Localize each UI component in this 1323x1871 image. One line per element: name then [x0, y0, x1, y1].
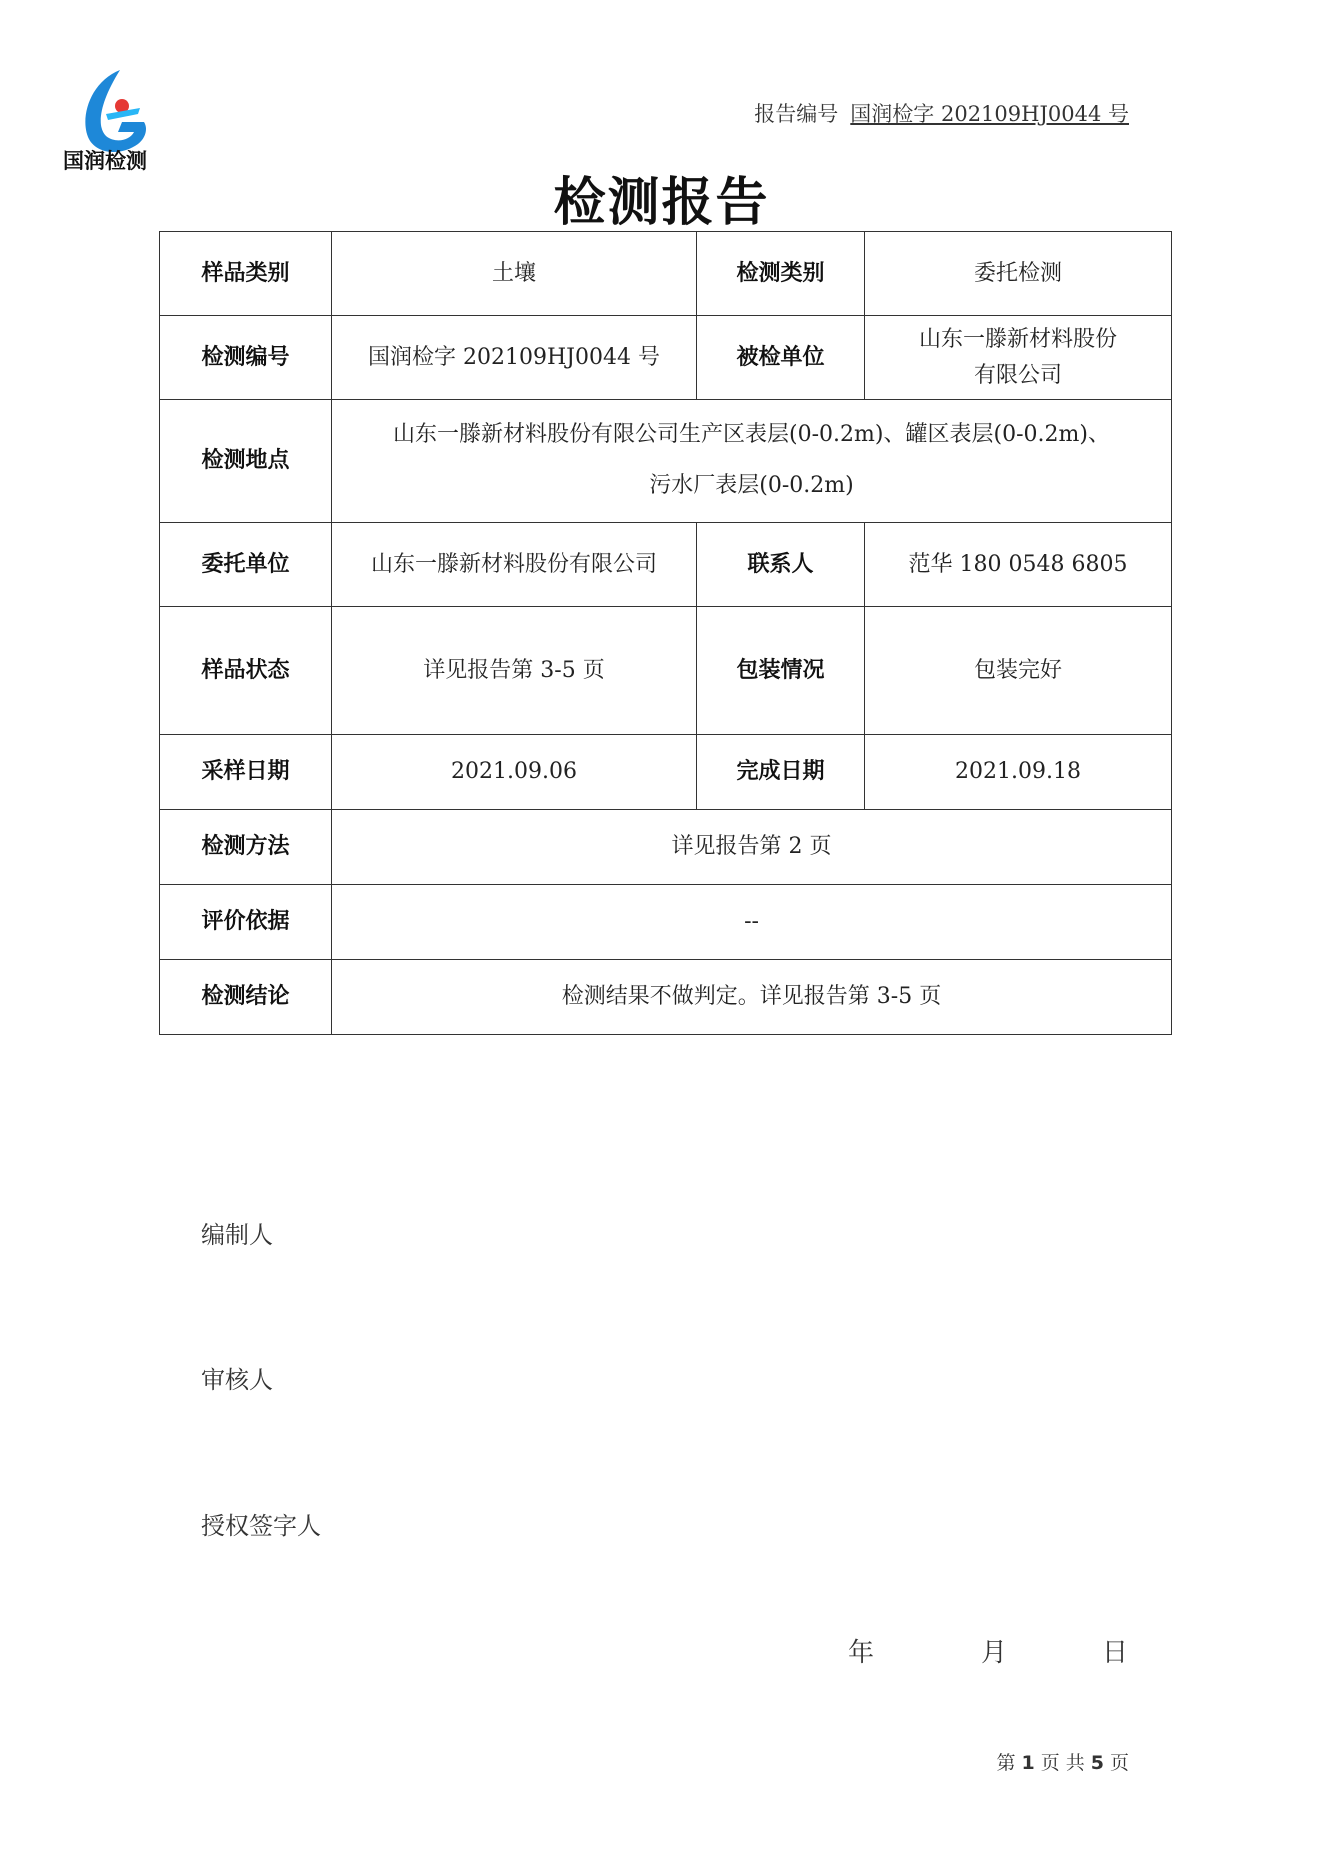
signature-approver: 授权签字人 — [201, 1512, 321, 1540]
label-evaluation-basis: 评价依据 — [160, 885, 332, 960]
page-mid: 页 共 — [1040, 1752, 1085, 1774]
label-test-type: 检测类别 — [697, 232, 865, 316]
label-inspected-unit: 被检单位 — [697, 316, 865, 400]
label-sample-type: 样品类别 — [160, 232, 332, 316]
report-number — [754, 98, 1129, 128]
label-test-location: 检测地点 — [160, 400, 332, 523]
date-day: 日 — [1102, 1638, 1129, 1668]
label-sampling-date: 采样日期 — [160, 735, 332, 810]
table-row — [160, 400, 1172, 523]
label-packaging: 包装情况 — [697, 607, 865, 735]
value-sampling-date: 2021.09.06 — [332, 735, 697, 810]
page-current: 1 — [1021, 1752, 1035, 1774]
value-inspected-unit — [865, 316, 1172, 400]
label-test-conclusion: 检测结论 — [160, 960, 332, 1035]
value-test-conclusion: 检测结果不做判定。详见报告第 3-5 页 — [332, 960, 1172, 1035]
table-row — [160, 316, 1172, 400]
value-test-number: 国润检字 202109HJ0044 号 — [332, 316, 697, 400]
table-row — [160, 607, 1172, 735]
value-contact: 范华 180 0548 6805 — [865, 523, 1172, 607]
value-test-method: 详见报告第 2 页 — [332, 810, 1172, 885]
inspected-unit-line2: 有限公司 — [973, 362, 1062, 388]
signature-editor: 编制人 — [201, 1221, 273, 1249]
report-info-table — [159, 231, 1172, 1035]
value-packaging: 包装完好 — [865, 607, 1172, 735]
table-row — [160, 735, 1172, 810]
value-client: 山东一滕新材料股份有限公司 — [332, 523, 697, 607]
value-evaluation-basis: -- — [332, 885, 1172, 960]
inspected-unit-line1: 山东一滕新材料股份 — [918, 327, 1117, 353]
label-test-method: 检测方法 — [160, 810, 332, 885]
value-sample-type: 土壤 — [332, 232, 697, 316]
table-row — [160, 885, 1172, 960]
table-row — [160, 960, 1172, 1035]
table-row — [160, 523, 1172, 607]
value-test-location — [332, 400, 1172, 523]
page-suffix: 页 — [1109, 1752, 1129, 1774]
report-number-value: 国润检字 202109HJ0044 号 — [850, 102, 1129, 126]
value-completion-date: 2021.09.18 — [865, 735, 1172, 810]
label-test-number: 检测编号 — [160, 316, 332, 400]
label-client: 委托单位 — [160, 523, 332, 607]
value-sample-status: 详见报告第 3-5 页 — [332, 607, 697, 735]
page-number — [996, 1748, 1129, 1775]
test-location-line1: 山东一滕新材料股份有限公司生产区表层(0-0.2m)、罐区表层(0-0.2m)、 — [393, 422, 1110, 448]
label-contact: 联系人 — [697, 523, 865, 607]
page-total: 5 — [1090, 1752, 1104, 1774]
test-location-line2: 污水厂表层(0-0.2m) — [649, 473, 854, 498]
date-year: 年 — [848, 1638, 875, 1668]
table-row — [160, 232, 1172, 316]
logo-text: 国润检测 — [63, 149, 147, 173]
signature-reviewer: 审核人 — [201, 1366, 273, 1394]
page-prefix: 第 — [996, 1752, 1016, 1774]
label-completion-date: 完成日期 — [697, 735, 865, 810]
label-sample-status: 样品状态 — [160, 607, 332, 735]
date-month: 月 — [981, 1638, 1008, 1668]
value-test-type: 委托检测 — [865, 232, 1172, 316]
page-title: 检测报告 — [553, 173, 770, 233]
report-number-label: 报告编号 — [754, 102, 839, 126]
table-row — [160, 810, 1172, 885]
